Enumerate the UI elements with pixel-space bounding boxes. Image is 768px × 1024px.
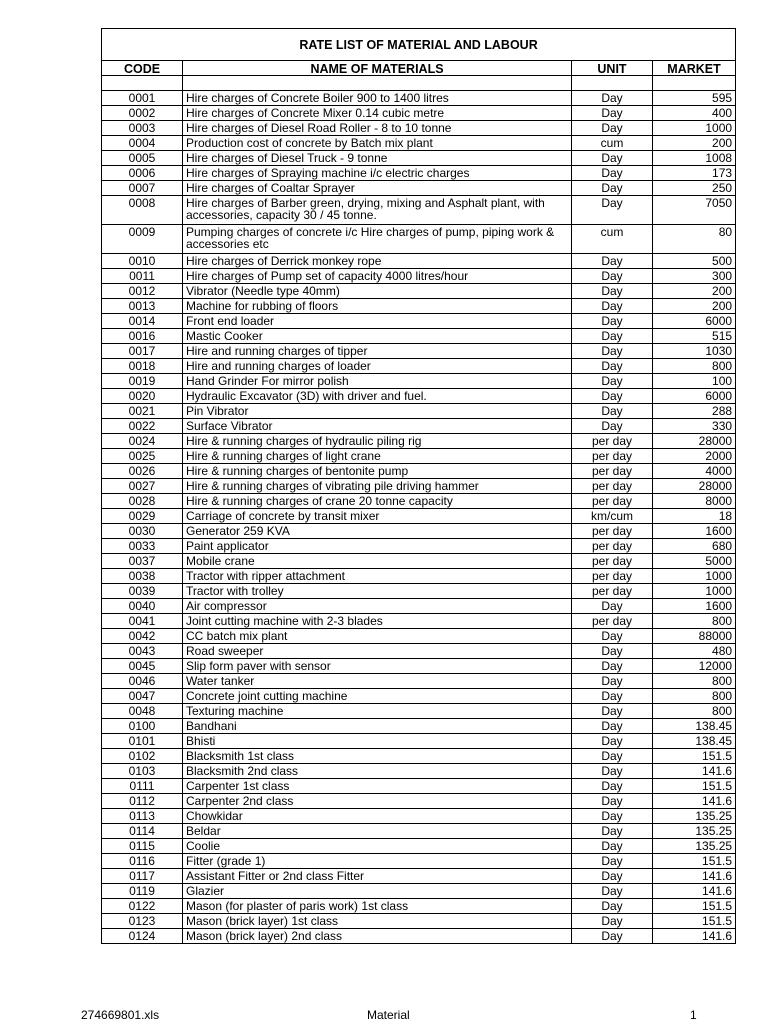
- cell-unit: Day: [572, 106, 653, 121]
- cell-unit: per day: [572, 584, 653, 599]
- cell-unit: Day: [572, 914, 653, 929]
- cell-unit: Day: [572, 299, 653, 314]
- cell-name: Road sweeper: [183, 644, 572, 659]
- cell-unit: per day: [572, 614, 653, 629]
- cell-name: Front end loader: [183, 314, 572, 329]
- cell-unit: Day: [572, 884, 653, 899]
- table-row: [102, 914, 736, 929]
- cell-name: Slip form paver with sensor: [183, 659, 572, 674]
- table-row: [102, 884, 736, 899]
- cell-market: 6000: [653, 389, 736, 404]
- table-row: [102, 404, 736, 419]
- table-row: [102, 106, 736, 121]
- table-row: [102, 614, 736, 629]
- cell-unit: per day: [572, 569, 653, 584]
- cell-market: 8000: [653, 494, 736, 509]
- table-row: [102, 359, 736, 374]
- blank-cell: [183, 76, 572, 91]
- cell-code: 0021: [102, 404, 183, 419]
- cell-name: Concrete joint cutting machine: [183, 689, 572, 704]
- cell-market: 141.6: [653, 869, 736, 884]
- cell-code: 0016: [102, 329, 183, 344]
- cell-unit: per day: [572, 554, 653, 569]
- header-unit: UNIT: [572, 61, 653, 76]
- table-row: [102, 344, 736, 359]
- cell-unit: Day: [572, 374, 653, 389]
- cell-market: 595: [653, 91, 736, 106]
- cell-code: 0112: [102, 794, 183, 809]
- cell-market: 1030: [653, 344, 736, 359]
- cell-market: 288: [653, 404, 736, 419]
- cell-code: 0011: [102, 269, 183, 284]
- cell-market: 330: [653, 419, 736, 434]
- cell-market: 200: [653, 284, 736, 299]
- cell-market: 300: [653, 269, 736, 284]
- cell-name: Mobile crane: [183, 554, 572, 569]
- cell-name: Mastic Cooker: [183, 329, 572, 344]
- cell-unit: Day: [572, 704, 653, 719]
- cell-unit: Day: [572, 359, 653, 374]
- cell-name: Carriage of concrete by transit mixer: [183, 509, 572, 524]
- table-row: [102, 659, 736, 674]
- cell-code: 0001: [102, 91, 183, 106]
- cell-market: 141.6: [653, 764, 736, 779]
- cell-unit: Day: [572, 659, 653, 674]
- cell-code: 0009: [102, 225, 183, 254]
- cell-unit: Day: [572, 121, 653, 136]
- cell-market: 135.25: [653, 809, 736, 824]
- cell-name: Pin Vibrator: [183, 404, 572, 419]
- table-row: [102, 794, 736, 809]
- cell-code: 0002: [102, 106, 183, 121]
- cell-unit: Day: [572, 764, 653, 779]
- cell-name: Hire and running charges of tipper: [183, 344, 572, 359]
- cell-name: Hire charges of Pump set of capacity 4000 litres/hour: [183, 269, 572, 284]
- cell-unit: Day: [572, 794, 653, 809]
- cell-unit: Day: [572, 91, 653, 106]
- cell-unit: per day: [572, 479, 653, 494]
- cell-market: 400: [653, 106, 736, 121]
- table-row: [102, 374, 736, 389]
- cell-market: 200: [653, 299, 736, 314]
- cell-name: Paint applicator: [183, 539, 572, 554]
- cell-code: 0019: [102, 374, 183, 389]
- footer-filename: 274669801.xls: [81, 1008, 160, 1022]
- table-row: [102, 824, 736, 839]
- cell-unit: Day: [572, 779, 653, 794]
- page-footer: [0, 1008, 768, 1024]
- cell-market: 151.5: [653, 914, 736, 929]
- cell-name: Vibrator (Needle type 40mm): [183, 284, 572, 299]
- blank-cell: [102, 76, 183, 91]
- cell-code: 0041: [102, 614, 183, 629]
- cell-unit: Day: [572, 839, 653, 854]
- cell-name: Hire charges of Diesel Truck - 9 tonne: [183, 151, 572, 166]
- cell-code: 0012: [102, 284, 183, 299]
- table-row: [102, 269, 736, 284]
- cell-code: 0038: [102, 569, 183, 584]
- cell-unit: per day: [572, 449, 653, 464]
- cell-code: 0116: [102, 854, 183, 869]
- blank-row: [102, 76, 736, 91]
- cell-market: 1000: [653, 584, 736, 599]
- cell-unit: Day: [572, 629, 653, 644]
- cell-name: Hire & running charges of bentonite pump: [183, 464, 572, 479]
- table-row: [102, 479, 736, 494]
- cell-unit: Day: [572, 674, 653, 689]
- cell-code: 0045: [102, 659, 183, 674]
- cell-name: Hire charges of Concrete Boiler 900 to 1400 litres: [183, 91, 572, 106]
- cell-code: 0042: [102, 629, 183, 644]
- cell-name: Water tanker: [183, 674, 572, 689]
- cell-market: 480: [653, 644, 736, 659]
- cell-market: 1000: [653, 569, 736, 584]
- table-row: [102, 869, 736, 884]
- cell-name: Machine for rubbing of floors: [183, 299, 572, 314]
- cell-name: Hire and running charges of loader: [183, 359, 572, 374]
- cell-name: Coolie: [183, 839, 572, 854]
- cell-unit: per day: [572, 524, 653, 539]
- cell-market: 1600: [653, 599, 736, 614]
- table-row: [102, 689, 736, 704]
- cell-name: Mason (for plaster of paris work) 1st class: [183, 899, 572, 914]
- cell-name: Hire & running charges of light crane: [183, 449, 572, 464]
- cell-market: 138.45: [653, 719, 736, 734]
- table-row: [102, 314, 736, 329]
- cell-market: 151.5: [653, 854, 736, 869]
- cell-unit: Day: [572, 809, 653, 824]
- cell-market: 80: [653, 225, 736, 254]
- cell-market: 173: [653, 166, 736, 181]
- table-row: [102, 299, 736, 314]
- cell-name: Air compressor: [183, 599, 572, 614]
- cell-name: Mason (brick layer) 1st class: [183, 914, 572, 929]
- cell-code: 0123: [102, 914, 183, 929]
- rate-list-table: [101, 28, 736, 944]
- table-row: [102, 419, 736, 434]
- cell-market: 28000: [653, 434, 736, 449]
- cell-unit: per day: [572, 494, 653, 509]
- blank-cell: [572, 76, 653, 91]
- cell-market: 151.5: [653, 749, 736, 764]
- cell-unit: Day: [572, 599, 653, 614]
- rate-rows: [102, 91, 736, 944]
- cell-code: 0026: [102, 464, 183, 479]
- table-row: [102, 225, 736, 254]
- table-row: [102, 644, 736, 659]
- cell-code: 0030: [102, 524, 183, 539]
- cell-market: 18: [653, 509, 736, 524]
- cell-unit: Day: [572, 419, 653, 434]
- cell-code: 0024: [102, 434, 183, 449]
- cell-code: 0018: [102, 359, 183, 374]
- cell-code: 0037: [102, 554, 183, 569]
- table-row: [102, 196, 736, 225]
- cell-code: 0124: [102, 929, 183, 944]
- cell-name: Hire & running charges of hydraulic piling rig: [183, 434, 572, 449]
- table-row: [102, 704, 736, 719]
- cell-market: 4000: [653, 464, 736, 479]
- cell-code: 0006: [102, 166, 183, 181]
- table-row: [102, 121, 736, 136]
- cell-name: Blacksmith 1st class: [183, 749, 572, 764]
- table-row: [102, 854, 736, 869]
- cell-code: 0122: [102, 899, 183, 914]
- cell-unit: Day: [572, 166, 653, 181]
- cell-market: 1000: [653, 121, 736, 136]
- table-row: [102, 284, 736, 299]
- cell-name: CC batch mix plant: [183, 629, 572, 644]
- rate-list-sheet: [101, 28, 735, 944]
- table-row: [102, 764, 736, 779]
- cell-unit: Day: [572, 151, 653, 166]
- cell-unit: cum: [572, 136, 653, 151]
- table-row: [102, 629, 736, 644]
- cell-unit: Day: [572, 899, 653, 914]
- cell-market: 1600: [653, 524, 736, 539]
- table-row: [102, 166, 736, 181]
- header-code: CODE: [102, 61, 183, 76]
- table-row: [102, 599, 736, 614]
- cell-name: Generator 259 KVA: [183, 524, 572, 539]
- cell-market: 2000: [653, 449, 736, 464]
- cell-code: 0022: [102, 419, 183, 434]
- cell-market: 141.6: [653, 794, 736, 809]
- cell-name: Bandhani: [183, 719, 572, 734]
- table-row: [102, 151, 736, 166]
- header-row: [102, 61, 736, 76]
- cell-unit: Day: [572, 644, 653, 659]
- cell-market: 28000: [653, 479, 736, 494]
- cell-market: 141.6: [653, 884, 736, 899]
- cell-market: 800: [653, 689, 736, 704]
- table-row: [102, 584, 736, 599]
- cell-market: 515: [653, 329, 736, 344]
- cell-market: 800: [653, 614, 736, 629]
- cell-market: 800: [653, 359, 736, 374]
- cell-unit: Day: [572, 344, 653, 359]
- cell-name: Production cost of concrete by Batch mix plant: [183, 136, 572, 151]
- cell-name: Carpenter 2nd class: [183, 794, 572, 809]
- cell-name: Tractor with ripper attachment: [183, 569, 572, 584]
- cell-market: 1008: [653, 151, 736, 166]
- cell-market: 151.5: [653, 779, 736, 794]
- cell-name: Hire & running charges of vibrating pile driving hammer: [183, 479, 572, 494]
- cell-code: 0047: [102, 689, 183, 704]
- cell-market: 800: [653, 704, 736, 719]
- cell-code: 0102: [102, 749, 183, 764]
- cell-code: 0025: [102, 449, 183, 464]
- cell-code: 0027: [102, 479, 183, 494]
- cell-unit: per day: [572, 434, 653, 449]
- cell-name: Hire charges of Barber green, drying, mixing and Asphalt plant, with accessories, capacity 30 / 45 tonne.: [183, 196, 572, 225]
- table-row: [102, 494, 736, 509]
- cell-name: Pumping charges of concrete i/c Hire charges of pump, piping work & accessories etc: [183, 225, 572, 254]
- table-row: [102, 91, 736, 106]
- cell-market: 500: [653, 254, 736, 269]
- table-row: [102, 389, 736, 404]
- cell-name: Assistant Fitter or 2nd class Fitter: [183, 869, 572, 884]
- cell-market: 12000: [653, 659, 736, 674]
- cell-market: 200: [653, 136, 736, 151]
- cell-code: 0005: [102, 151, 183, 166]
- cell-name: Hire charges of Diesel Road Roller - 8 to 10 tonne: [183, 121, 572, 136]
- cell-code: 0013: [102, 299, 183, 314]
- table-row: [102, 899, 736, 914]
- table-row: [102, 554, 736, 569]
- table-row: [102, 719, 736, 734]
- cell-name: Texturing machine: [183, 704, 572, 719]
- footer-page-number: 1: [690, 1008, 697, 1022]
- table-row: [102, 329, 736, 344]
- cell-code: 0029: [102, 509, 183, 524]
- cell-unit: Day: [572, 196, 653, 225]
- cell-name: Joint cutting machine with 2-3 blades: [183, 614, 572, 629]
- header-name: NAME OF MATERIALS: [183, 61, 572, 76]
- cell-unit: Day: [572, 869, 653, 884]
- cell-code: 0004: [102, 136, 183, 151]
- table-row: [102, 509, 736, 524]
- cell-unit: Day: [572, 284, 653, 299]
- cell-code: 0114: [102, 824, 183, 839]
- cell-unit: per day: [572, 464, 653, 479]
- header-market: MARKET: [653, 61, 736, 76]
- cell-code: 0039: [102, 584, 183, 599]
- cell-name: Hydraulic Excavator (3D) with driver and fuel.: [183, 389, 572, 404]
- table-row: [102, 734, 736, 749]
- cell-unit: Day: [572, 389, 653, 404]
- cell-name: Fitter (grade 1): [183, 854, 572, 869]
- table-row: [102, 254, 736, 269]
- table-row: [102, 809, 736, 824]
- cell-name: Hire charges of Coaltar Sprayer: [183, 181, 572, 196]
- cell-unit: Day: [572, 734, 653, 749]
- cell-code: 0115: [102, 839, 183, 854]
- cell-name: Bhisti: [183, 734, 572, 749]
- table-row: [102, 569, 736, 584]
- table-row: [102, 464, 736, 479]
- cell-name: Hire & running charges of crane 20 tonne capacity: [183, 494, 572, 509]
- cell-name: Beldar: [183, 824, 572, 839]
- cell-market: 680: [653, 539, 736, 554]
- cell-code: 0043: [102, 644, 183, 659]
- table-row: [102, 779, 736, 794]
- cell-market: 100: [653, 374, 736, 389]
- cell-unit: Day: [572, 689, 653, 704]
- cell-name: Tractor with trolley: [183, 584, 572, 599]
- cell-code: 0113: [102, 809, 183, 824]
- cell-name: Glazier: [183, 884, 572, 899]
- cell-unit: Day: [572, 854, 653, 869]
- cell-market: 88000: [653, 629, 736, 644]
- cell-unit: cum: [572, 225, 653, 254]
- cell-code: 0111: [102, 779, 183, 794]
- cell-name: Hire charges of Spraying machine i/c electric charges: [183, 166, 572, 181]
- table-row: [102, 524, 736, 539]
- cell-market: 135.25: [653, 839, 736, 854]
- table-row: [102, 839, 736, 854]
- cell-code: 0017: [102, 344, 183, 359]
- cell-unit: km/cum: [572, 509, 653, 524]
- cell-code: 0117: [102, 869, 183, 884]
- cell-code: 0100: [102, 719, 183, 734]
- cell-market: 6000: [653, 314, 736, 329]
- cell-unit: Day: [572, 329, 653, 344]
- cell-unit: Day: [572, 824, 653, 839]
- cell-code: 0020: [102, 389, 183, 404]
- cell-code: 0003: [102, 121, 183, 136]
- cell-market: 141.6: [653, 929, 736, 944]
- cell-code: 0014: [102, 314, 183, 329]
- cell-code: 0048: [102, 704, 183, 719]
- cell-market: 151.5: [653, 899, 736, 914]
- cell-code: 0119: [102, 884, 183, 899]
- cell-code: 0103: [102, 764, 183, 779]
- cell-name: Surface Vibrator: [183, 419, 572, 434]
- cell-market: 7050: [653, 196, 736, 225]
- table-row: [102, 749, 736, 764]
- cell-name: Chowkidar: [183, 809, 572, 824]
- cell-market: 800: [653, 674, 736, 689]
- cell-name: Hire charges of Derrick monkey rope: [183, 254, 572, 269]
- cell-code: 0010: [102, 254, 183, 269]
- cell-code: 0008: [102, 196, 183, 225]
- cell-unit: Day: [572, 314, 653, 329]
- blank-cell: [653, 76, 736, 91]
- cell-unit: Day: [572, 269, 653, 284]
- cell-unit: Day: [572, 929, 653, 944]
- table-row: [102, 674, 736, 689]
- table-row: [102, 539, 736, 554]
- cell-name: Hire charges of Concrete Mixer 0.14 cubic metre: [183, 106, 572, 121]
- cell-market: 5000: [653, 554, 736, 569]
- cell-name: Hand Grinder For mirror polish: [183, 374, 572, 389]
- sheet-title: RATE LIST OF MATERIAL AND LABOUR: [102, 29, 736, 61]
- cell-market: 250: [653, 181, 736, 196]
- cell-name: Mason (brick layer) 2nd class: [183, 929, 572, 944]
- cell-code: 0033: [102, 539, 183, 554]
- cell-name: Carpenter 1st class: [183, 779, 572, 794]
- cell-unit: Day: [572, 404, 653, 419]
- cell-unit: Day: [572, 749, 653, 764]
- cell-market: 138.45: [653, 734, 736, 749]
- table-row: [102, 434, 736, 449]
- cell-name: Blacksmith 2nd class: [183, 764, 572, 779]
- footer-sheet-name: Material: [367, 1008, 410, 1022]
- cell-code: 0046: [102, 674, 183, 689]
- cell-unit: per day: [572, 539, 653, 554]
- table-row: [102, 136, 736, 151]
- cell-unit: Day: [572, 181, 653, 196]
- cell-code: 0007: [102, 181, 183, 196]
- table-row: [102, 181, 736, 196]
- table-row: [102, 929, 736, 944]
- title-row: [102, 29, 736, 61]
- table-row: [102, 449, 736, 464]
- cell-code: 0028: [102, 494, 183, 509]
- cell-market: 135.25: [653, 824, 736, 839]
- cell-unit: Day: [572, 254, 653, 269]
- cell-unit: Day: [572, 719, 653, 734]
- cell-code: 0040: [102, 599, 183, 614]
- cell-code: 0101: [102, 734, 183, 749]
